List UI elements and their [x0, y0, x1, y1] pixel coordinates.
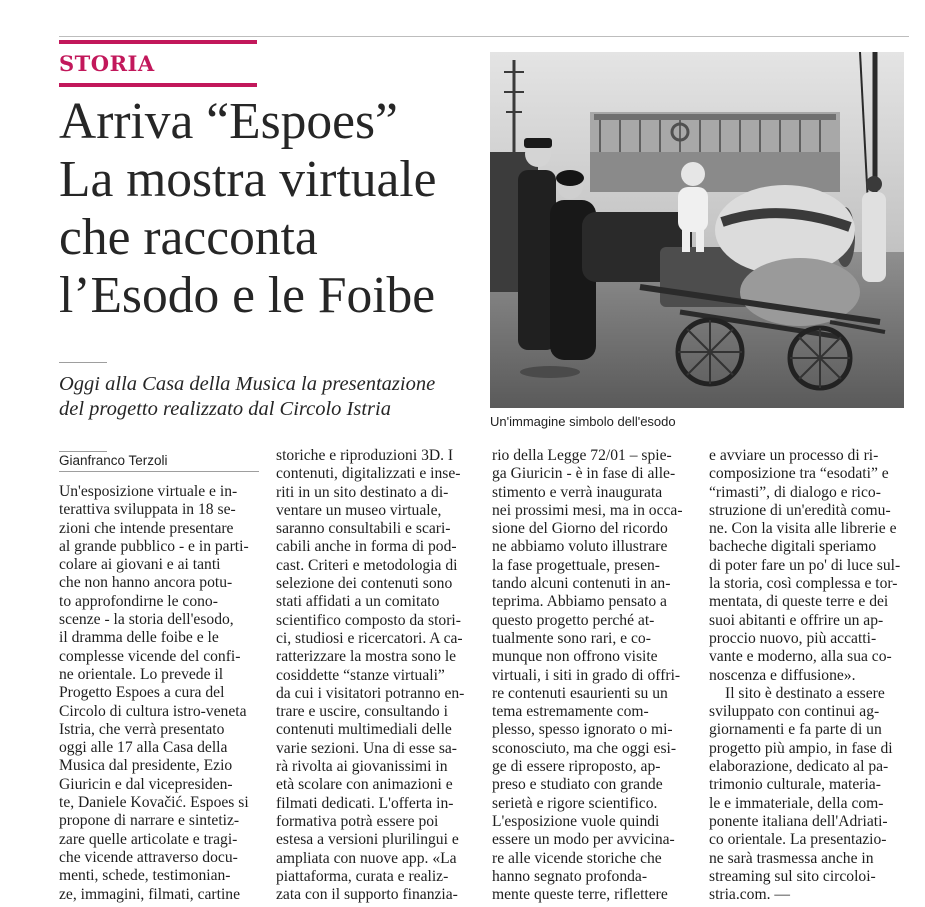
- body-line: riti in un sito destinato a di-: [276, 483, 449, 501]
- body-line: sione del Giorno del ricordo: [492, 520, 668, 538]
- body-column-4: [709, 447, 911, 904]
- body-line: to approfondirne le cono-: [59, 592, 218, 610]
- body-column-2: [276, 447, 478, 904]
- body-line: piattaforma, curata e realiz-: [276, 867, 449, 885]
- body-line: Giuricin e dal vicepresiden-: [59, 775, 233, 793]
- body-line: età scolare con animazioni e: [276, 776, 453, 794]
- body-line: menti, schede, testimonian-: [59, 867, 231, 885]
- standfirst-rule: [59, 362, 107, 363]
- body-line: composizione tra “esodati” e: [709, 465, 889, 483]
- body-line: e avviare un processo di ri-: [709, 447, 879, 464]
- body-line: il dramma delle foibe e le: [59, 629, 219, 647]
- body-line: Progetto Espoes a cura del: [59, 684, 225, 702]
- body-line: Musica dal presidente, Ezio: [59, 757, 233, 775]
- body-line: ze, immagini, filmati, cartine: [59, 885, 240, 903]
- body-line: trare e uscire, consultando i: [276, 703, 448, 721]
- body-line: suoi abitanti e offrire un ap-: [709, 611, 884, 629]
- body-line: le e immateriale, della com-: [709, 794, 884, 812]
- body-line: stimento e verrà inaugurata: [492, 483, 663, 501]
- body-line: che non hanno ancora potu-: [59, 574, 233, 592]
- body-line: estesa a versioni plurilingui e: [276, 831, 459, 849]
- body-line: varie sezioni. Una di esse sa-: [276, 739, 457, 757]
- body-line: saranno consultabili e scari-: [276, 520, 451, 538]
- body-line: propone di narrare e sintetiz-: [59, 812, 240, 830]
- photo-caption: Un'immagine simbolo dell'esodo: [490, 414, 676, 429]
- body-line: contenuti, digitalizzati e inse-: [276, 465, 461, 483]
- body-line: progetto più ampio, in fase di: [709, 739, 893, 757]
- body-line: zare quelle articolate e tragi-: [59, 830, 238, 848]
- top-rule: [59, 36, 909, 37]
- body-line: munque non offrono visite: [492, 648, 658, 666]
- body-line: virtuali, i siti in grado di offri-: [492, 666, 681, 684]
- body-line: selezione dei contenuti sono: [276, 575, 453, 593]
- body-line: ne sarà trasmessa anche in: [709, 849, 874, 867]
- body-line: ci, studiosi e ricercatori. A ca-: [276, 629, 463, 647]
- body-line: proccio nuovo, più accatti-: [709, 629, 877, 647]
- headline-line: che racconta: [59, 209, 318, 266]
- body-line: sviluppato con continui ag-: [709, 703, 880, 721]
- standfirst-line: del progetto realizzato dal Circolo Istria: [59, 398, 391, 420]
- body-line: Circolo di cultura istro-veneta: [59, 702, 247, 720]
- body-line: hanno segnato profonda-: [492, 867, 648, 885]
- body-line: vante e moderno, alla sua co-: [709, 648, 892, 666]
- body-line: teprima. Abbiamo pensato a: [492, 593, 667, 611]
- body-line: formativa potrà essere poi: [276, 812, 439, 830]
- body-line: zata con il supporto finanzia-: [276, 886, 458, 904]
- body-line: co orientale. La presentazio-: [709, 831, 887, 849]
- body-line: tema estremamente com-: [492, 703, 649, 721]
- body-line: oggi alle 17 alla Casa della: [59, 739, 228, 757]
- body-line: giornamenti e fa parte di un: [709, 721, 882, 739]
- body-line: ne. Con la visita alle librerie e: [709, 520, 897, 538]
- body-line: storiche e riproduzioni 3D. I: [276, 447, 454, 464]
- body-line: ge di essere riproposto, ap-: [492, 758, 661, 776]
- body-line: questo progetto perché at-: [492, 611, 655, 629]
- body-line: filmati dedicati. L'offerta in-: [276, 794, 454, 812]
- standfirst: [59, 372, 489, 422]
- body-line: noscenza e diffusione».: [709, 666, 856, 684]
- body-line: stria.com. —: [709, 886, 790, 904]
- body-column-3: [492, 447, 694, 904]
- body-line: contenuti multimediali delle: [276, 721, 452, 739]
- byline: Gianfranco Terzoli: [59, 453, 168, 468]
- body-line: scenze - la storia dell'esodo,: [59, 611, 234, 629]
- body-line: da cui i visitatori potranno en-: [276, 684, 465, 702]
- historical-photo-exodus-cart: [490, 52, 904, 408]
- body-line: Il sito è destinato a essere: [725, 684, 885, 702]
- body-line: ponente italiana dell'Adriati-: [709, 812, 888, 830]
- body-line: “rimasti”, di dialogo e rico-: [709, 483, 881, 501]
- body-line: re contenuti esaurienti su un: [492, 684, 668, 702]
- byline-top-rule: [59, 451, 107, 452]
- body-line: serietà e rigore scientifico.: [492, 794, 658, 812]
- standfirst-line: Oggi alla Casa della Musica la presentazione: [59, 373, 436, 395]
- section-tag-bottom-bar: [59, 83, 257, 87]
- body-line: Istria, che verrà presentato: [59, 720, 225, 738]
- body-line: plesso, spesso ignorato o mi-: [492, 721, 673, 739]
- headline-line: l’Esodo e le Foibe: [59, 267, 436, 324]
- body-line: mentata, di queste terre e dei: [709, 593, 889, 611]
- body-line: streaming sul sito circoloi-: [709, 867, 876, 885]
- body-line: essere un modo per avvicina-: [492, 831, 675, 849]
- body-line: elaborazione, dedicato al pa-: [709, 758, 889, 776]
- body-line: mente queste terre, riflettere: [492, 886, 668, 904]
- body-line: sconosciuto, ma che oggi esi-: [492, 739, 677, 757]
- body-line: ratterizzare la mostra sono le: [276, 648, 457, 666]
- body-line: bacheche digitali speriamo: [709, 538, 877, 556]
- article-photo: [490, 52, 904, 408]
- body-line: rà rivolta ai giovanissimi in: [276, 758, 448, 776]
- body-line: L'esposizione vuole quindi: [492, 812, 660, 830]
- body-line: cabili anche in forma di pod-: [276, 538, 457, 556]
- body-line: re alle vicende storiche che: [492, 849, 662, 867]
- section-tag: STORIA: [59, 51, 155, 76]
- body-line: complesse vicende del confi-: [59, 647, 241, 665]
- body-line: al grande pubblico - e in parti-: [59, 537, 249, 555]
- body-line: trimonio culturale, materia-: [709, 776, 881, 794]
- body-column-1: [59, 483, 261, 904]
- body-line: ampliata con nuove app. «La: [276, 849, 457, 867]
- body-line: cosiddette “stanze virtuali”: [276, 666, 445, 684]
- headline-line: La mostra virtuale: [59, 151, 437, 208]
- body-line: tando alcuni contenuti in an-: [492, 575, 671, 593]
- body-line: te, Daniele Kovačić. Espoes si: [59, 794, 249, 812]
- body-line: ne abbiamo voluto illustrare: [492, 538, 668, 556]
- body-line: terattiva sviluppata in 18 se-: [59, 501, 236, 519]
- body-line: che vicende attraverso docu-: [59, 848, 238, 866]
- headline: [59, 93, 489, 325]
- body-line: la fase progettuale, presen-: [492, 556, 660, 574]
- body-line: stati affidati a un comitato: [276, 593, 440, 611]
- body-line: rio della Legge 72/01 – spie-: [492, 447, 672, 464]
- body-line: ventare un museo virtuale,: [276, 501, 442, 519]
- body-line: tualmente sono rari, e co-: [492, 629, 651, 647]
- body-line: di poter fare un po' di luce sul-: [709, 556, 901, 574]
- body-line: ga Giuricin - è in fase di alle-: [492, 465, 676, 483]
- body-line: la storia, così complessa e tor-: [709, 575, 898, 593]
- body-line: cast. Criteri e metodologia di: [276, 556, 458, 574]
- body-line: Un'esposizione virtuale e in-: [59, 483, 238, 500]
- body-line: colare ai giovani e ai tanti: [59, 556, 221, 574]
- body-line: zioni che intende presentare: [59, 519, 234, 537]
- body-line: nei prossimi mesi, ma in occa-: [492, 501, 683, 519]
- byline-rule: [59, 471, 259, 472]
- section-tag-top-bar: [59, 40, 257, 44]
- body-line: scientifico composto da stori-: [276, 611, 461, 629]
- body-line: preso e studiato con grande: [492, 776, 663, 794]
- body-line: struzione di un'eredità comu-: [709, 501, 891, 519]
- headline-line: Arriva “Espoes”: [59, 93, 398, 150]
- body-line: ne orientale. Lo prevede il: [59, 665, 224, 683]
